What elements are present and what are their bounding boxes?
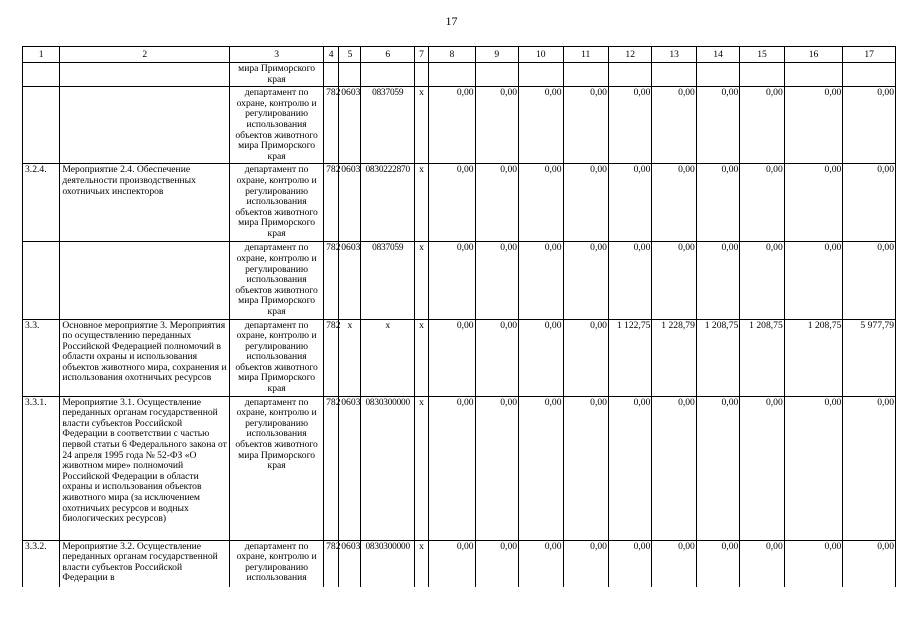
value-cell: 0,00 [843, 87, 896, 164]
value-cell: 0,00 [563, 540, 608, 587]
value-cell: 0,00 [784, 540, 843, 587]
value-cell: 0,00 [563, 396, 608, 540]
value-cell: 0,00 [429, 396, 475, 540]
vr-cell: x [415, 164, 429, 242]
executor-cell: департамент по охране, контролю и регулированию использования объектов животного мира Приморского края [230, 87, 324, 164]
table-row [23, 87, 896, 164]
value-cell: 0,00 [563, 164, 608, 242]
table-row [23, 319, 896, 396]
csr-cell: 0830300000 [361, 540, 415, 587]
value-cell: 0,00 [608, 242, 651, 319]
row-number-cell: 3.2.4. [23, 164, 60, 242]
grbs-cell: 782 [324, 87, 339, 164]
grbs-cell: 782 [324, 396, 339, 540]
value-cell: 0,00 [740, 540, 784, 587]
value-cell: 1 208,75 [784, 319, 843, 396]
value-cell: 0,00 [519, 242, 563, 319]
value-cell: 0,00 [429, 242, 475, 319]
value-cell: 0,00 [608, 87, 651, 164]
value-cell: 0,00 [843, 164, 896, 242]
column-header: 16 [784, 47, 843, 63]
value-cell: 0,00 [740, 396, 784, 540]
measure-name-cell [60, 87, 230, 164]
value-cell: 0,00 [784, 87, 843, 164]
csr-cell: 0830300000 [361, 396, 415, 540]
rzpr-cell: 0603 [339, 242, 361, 319]
rzpr-cell: 0603 [339, 164, 361, 242]
value-cell: 0,00 [429, 540, 475, 587]
value-cell: 0,00 [429, 319, 475, 396]
column-header: 17 [843, 47, 896, 63]
value-cell: 0,00 [784, 396, 843, 540]
value-cell: 0,00 [784, 242, 843, 319]
value-cell: 0,00 [519, 540, 563, 587]
column-header: 6 [361, 47, 415, 63]
column-header-row [23, 47, 896, 63]
grbs-cell: 782 [324, 319, 339, 396]
column-header: 11 [563, 47, 608, 63]
csr-cell: 0837059 [361, 242, 415, 319]
value-cell: 0,00 [696, 87, 739, 164]
value-cell: 0,00 [475, 396, 518, 540]
value-cell: 0,00 [475, 87, 518, 164]
measure-name-cell: Мероприятие 3.1. Осуществление переданных органам государственной власти субъектов Российской Федерации в соответствии с частью первой статьи 6 Федерального закона от 24 апреля 1995 года № 52-ФЗ «О животном мире» полномочий Российской Федерации в области охраны и использования объектов животного мира (за исключением охотничьих ресурсов и водных биологических ресурсов) [60, 396, 230, 540]
value-cell: 0,00 [843, 396, 896, 540]
measure-name-cell [60, 242, 230, 319]
executor-cell: департамент по охране, контролю и регулированию использования [230, 540, 324, 587]
value-cell: 0,00 [696, 242, 739, 319]
value-cell: 0,00 [696, 396, 739, 540]
value-cell: 0,00 [784, 164, 843, 242]
executor-cell: департамент по охране, контролю и регулированию использования объектов животного мира Приморского края [230, 242, 324, 319]
table-row [23, 540, 896, 587]
vr-cell: x [415, 396, 429, 540]
value-cell: 0,00 [563, 242, 608, 319]
column-header: 8 [429, 47, 475, 63]
vr-cell: x [415, 319, 429, 396]
value-cell: 0,00 [429, 164, 475, 242]
vr-cell: x [415, 87, 429, 164]
column-header: 4 [324, 47, 339, 63]
value-cell: 0,00 [652, 87, 696, 164]
value-cell: 0,00 [740, 87, 784, 164]
budget-table [22, 46, 896, 587]
value-cell: 0,00 [608, 540, 651, 587]
row-number-cell: 3.3.1. [23, 396, 60, 540]
column-header: 9 [475, 47, 518, 63]
value-cell: 0,00 [652, 540, 696, 587]
row-number-cell [23, 242, 60, 319]
value-cell: 1 208,75 [740, 319, 784, 396]
rzpr-cell: 0603 [339, 396, 361, 540]
value-cell: 0,00 [843, 540, 896, 587]
vr-cell: x [415, 242, 429, 319]
value-cell: 0,00 [652, 242, 696, 319]
value-cell: 0,00 [429, 87, 475, 164]
measure-name-cell: Мероприятие 2.4. Обеспечение деятельности производственных охотничьих инспекторов [60, 164, 230, 242]
value-cell: 0,00 [519, 396, 563, 540]
value-cell: 0,00 [696, 164, 739, 242]
grbs-cell: 782 [324, 242, 339, 319]
value-cell: 0,00 [563, 319, 608, 396]
value-cell: 0,00 [843, 242, 896, 319]
value-cell: 0,00 [475, 164, 518, 242]
value-cell: 5 977,79 [843, 319, 896, 396]
value-cell: 0,00 [608, 396, 651, 540]
executor-cell: департамент по охране, контролю и регулированию использования объектов животного мира Приморского края [230, 164, 324, 242]
column-header: 3 [230, 47, 324, 63]
rzpr-cell: x [339, 319, 361, 396]
column-header: 15 [740, 47, 784, 63]
rzpr-cell: 0603 [339, 87, 361, 164]
value-cell: 0,00 [652, 164, 696, 242]
value-cell: 0,00 [740, 242, 784, 319]
value-cell: 0,00 [740, 164, 784, 242]
grbs-cell: 782 [324, 540, 339, 587]
continuation-row [23, 63, 896, 87]
column-header: 12 [608, 47, 651, 63]
row-number-cell: 3.3.2. [23, 540, 60, 587]
value-cell: 0,00 [519, 87, 563, 164]
measure-name-cell: Основное мероприятие 3. Мероприятия по осуществлению переданных Российской Федерацией полномочий в области охраны и использования объектов животного мира, сохранения и использования охотничьих ресурсов [60, 319, 230, 396]
executor-cell: департамент по охране, контролю и регулированию использования объектов животного мира Приморского края [230, 319, 324, 396]
value-cell: 0,00 [608, 164, 651, 242]
grbs-cell: 782 [324, 164, 339, 242]
vr-cell: x [415, 540, 429, 587]
executor-cell: мира Приморского края [230, 63, 324, 87]
row-number-cell [23, 87, 60, 164]
column-header: 7 [415, 47, 429, 63]
value-cell: 0,00 [475, 540, 518, 587]
rzpr-cell: 0603 [339, 540, 361, 587]
executor-cell: департамент по охране, контролю и регулированию использования объектов животного мира Приморского края [230, 396, 324, 540]
value-cell: 0,00 [475, 242, 518, 319]
table-row [23, 396, 896, 540]
csr-cell: 0830222870 [361, 164, 415, 242]
row-number-cell: 3.3. [23, 319, 60, 396]
table-row [23, 164, 896, 242]
column-header: 1 [23, 47, 60, 63]
value-cell: 0,00 [475, 319, 518, 396]
value-cell: 0,00 [519, 319, 563, 396]
table-row [23, 242, 896, 319]
column-header: 2 [60, 47, 230, 63]
value-cell: 1 122,75 [608, 319, 651, 396]
value-cell: 1 208,75 [696, 319, 739, 396]
csr-cell: x [361, 319, 415, 396]
value-cell: 1 228,79 [652, 319, 696, 396]
value-cell: 0,00 [652, 396, 696, 540]
column-header: 10 [519, 47, 563, 63]
column-header: 14 [696, 47, 739, 63]
page-number: 17 [445, 14, 458, 28]
column-header: 13 [652, 47, 696, 63]
value-cell: 0,00 [696, 540, 739, 587]
csr-cell: 0837059 [361, 87, 415, 164]
measure-name-cell: Мероприятие 3.2. Осуществление переданных органам государственной власти субъектов Российской Федерации в [60, 540, 230, 587]
value-cell: 0,00 [519, 164, 563, 242]
value-cell: 0,00 [563, 87, 608, 164]
column-header: 5 [339, 47, 361, 63]
